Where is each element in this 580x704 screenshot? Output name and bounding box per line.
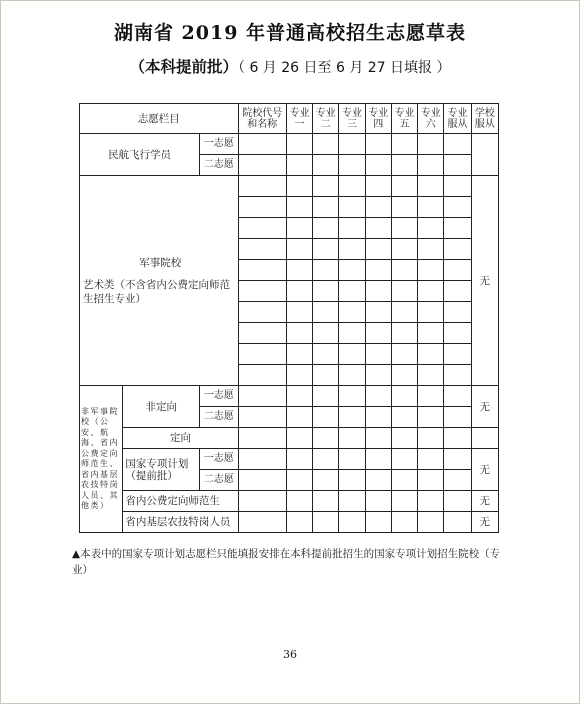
input-cell[interactable]: [365, 134, 391, 155]
subtitle-batch: （本科提前批）: [129, 57, 238, 76]
row-label-civil-aviation: 民航飞行学员: [80, 134, 200, 176]
input-cell[interactable]: [286, 491, 312, 512]
input-cell[interactable]: [418, 386, 444, 407]
input-cell[interactable]: [313, 281, 339, 302]
input-cell[interactable]: [313, 302, 339, 323]
input-cell[interactable]: [238, 491, 286, 512]
input-cell[interactable]: [444, 470, 471, 491]
input-cell[interactable]: [418, 176, 444, 197]
input-cell[interactable]: [391, 260, 417, 281]
input-cell[interactable]: [365, 218, 391, 239]
input-cell[interactable]: [339, 260, 365, 281]
choice-label: 二志愿: [200, 470, 238, 491]
input-cell[interactable]: [391, 428, 417, 449]
label-arts: 艺术类（不含省内公费定向师范生招生专业）: [83, 278, 230, 305]
row-label-military-arts: [80, 176, 239, 386]
input-cell[interactable]: [286, 197, 312, 218]
input-cell[interactable]: [391, 365, 417, 386]
input-cell[interactable]: [418, 239, 444, 260]
input-cell[interactable]: [418, 428, 444, 449]
input-cell[interactable]: [286, 449, 312, 470]
input-cell[interactable]: [444, 155, 471, 176]
input-cell[interactable]: [286, 302, 312, 323]
input-cell[interactable]: [391, 134, 417, 155]
input-cell[interactable]: [286, 218, 312, 239]
header-major-2: 专业二: [313, 104, 339, 134]
input-cell[interactable]: [339, 239, 365, 260]
header-code: 院校代号和名称: [238, 104, 286, 134]
table-row: [80, 386, 499, 407]
input-cell[interactable]: [471, 428, 498, 449]
input-cell[interactable]: [418, 302, 444, 323]
input-cell[interactable]: [313, 428, 339, 449]
header-section: 志愿栏目: [80, 104, 239, 134]
input-cell[interactable]: [313, 134, 339, 155]
input-cell[interactable]: [444, 239, 471, 260]
input-cell[interactable]: [391, 491, 417, 512]
input-cell[interactable]: [391, 281, 417, 302]
input-cell[interactable]: [444, 449, 471, 470]
row-label-national-plan: 国家专项计划（提前批）: [123, 449, 200, 491]
page-subtitle: [0, 55, 580, 77]
input-cell[interactable]: [365, 344, 391, 365]
page-title: 湖南省 2019 年普通高校招生志愿草表: [113, 22, 467, 44]
input-cell[interactable]: [391, 323, 417, 344]
input-cell[interactable]: [391, 407, 417, 428]
input-cell[interactable]: [339, 470, 365, 491]
row-label-agri-posts: 省内基层农技特岗人员: [123, 512, 238, 533]
label-military: 军事院校: [139, 256, 182, 269]
input-cell[interactable]: [339, 491, 365, 512]
input-cell[interactable]: [444, 365, 471, 386]
input-cell[interactable]: [339, 197, 365, 218]
input-cell[interactable]: [313, 218, 339, 239]
table-row: [80, 428, 499, 449]
header-row: [80, 104, 499, 134]
input-cell[interactable]: [365, 197, 391, 218]
input-cell[interactable]: [418, 260, 444, 281]
table-row: [80, 512, 499, 533]
input-cell[interactable]: [286, 470, 312, 491]
header-major-5: 专业五: [391, 104, 417, 134]
input-cell[interactable]: [339, 323, 365, 344]
input-cell[interactable]: [313, 407, 339, 428]
input-cell[interactable]: [286, 344, 312, 365]
input-cell[interactable]: [313, 323, 339, 344]
school-obey-none: 无: [471, 491, 498, 512]
input-cell[interactable]: [391, 470, 417, 491]
input-cell[interactable]: [286, 386, 312, 407]
input-cell[interactable]: [238, 281, 286, 302]
choice-label: 二志愿: [200, 407, 238, 428]
input-cell[interactable]: [313, 197, 339, 218]
table-row: [80, 449, 499, 470]
input-cell[interactable]: [238, 386, 286, 407]
input-cell[interactable]: [339, 302, 365, 323]
table-row: [80, 134, 499, 155]
input-cell[interactable]: [313, 512, 339, 533]
input-cell[interactable]: [339, 176, 365, 197]
header-school-obey: 学校服从: [471, 104, 498, 134]
input-cell[interactable]: [238, 407, 286, 428]
input-cell[interactable]: [238, 176, 286, 197]
input-cell[interactable]: [365, 239, 391, 260]
input-cell[interactable]: [365, 407, 391, 428]
input-cell[interactable]: [339, 365, 365, 386]
input-cell[interactable]: [339, 428, 365, 449]
input-cell[interactable]: [286, 281, 312, 302]
input-cell[interactable]: [391, 449, 417, 470]
row-label-non-military: 非军事院校（公安、航海、省内公费定向师范生、省内基层农技特岗人员、其他类）: [80, 386, 123, 533]
input-cell[interactable]: [444, 281, 471, 302]
choice-label: 一志愿: [200, 386, 238, 407]
input-cell[interactable]: [339, 344, 365, 365]
input-cell[interactable]: [313, 365, 339, 386]
input-cell[interactable]: [286, 323, 312, 344]
input-cell[interactable]: [286, 407, 312, 428]
input-cell[interactable]: [286, 260, 312, 281]
header-major-1: 专业一: [286, 104, 312, 134]
input-cell[interactable]: [418, 344, 444, 365]
input-cell[interactable]: [418, 134, 444, 155]
input-cell[interactable]: [238, 134, 286, 155]
input-cell[interactable]: [418, 470, 444, 491]
input-cell[interactable]: [313, 470, 339, 491]
application-form-table: [79, 103, 499, 533]
input-cell[interactable]: [286, 155, 312, 176]
input-cell[interactable]: [313, 491, 339, 512]
input-cell[interactable]: [391, 386, 417, 407]
input-cell[interactable]: [418, 197, 444, 218]
page-number: 36: [283, 648, 297, 661]
input-cell[interactable]: [444, 428, 471, 449]
input-cell[interactable]: [365, 155, 391, 176]
input-cell[interactable]: [339, 512, 365, 533]
input-cell[interactable]: [365, 260, 391, 281]
input-cell[interactable]: [391, 512, 417, 533]
input-cell[interactable]: [391, 302, 417, 323]
input-cell[interactable]: [339, 218, 365, 239]
input-cell[interactable]: [444, 134, 471, 155]
input-cell[interactable]: [365, 323, 391, 344]
input-cell[interactable]: [313, 449, 339, 470]
input-cell[interactable]: [391, 155, 417, 176]
input-cell[interactable]: [391, 344, 417, 365]
input-cell[interactable]: [339, 386, 365, 407]
input-cell[interactable]: [238, 302, 286, 323]
input-cell[interactable]: [238, 155, 286, 176]
input-cell[interactable]: [391, 197, 417, 218]
school-obey-none: 无: [471, 449, 498, 491]
input-cell[interactable]: [313, 155, 339, 176]
header-major-3: 专业三: [339, 104, 365, 134]
input-cell[interactable]: [418, 365, 444, 386]
input-cell[interactable]: [365, 512, 391, 533]
input-cell[interactable]: [238, 218, 286, 239]
row-label-directed: 定向: [123, 428, 238, 449]
school-obey-none: 无: [471, 176, 498, 386]
input-cell[interactable]: [238, 449, 286, 470]
input-cell[interactable]: [444, 386, 471, 407]
input-cell[interactable]: [418, 218, 444, 239]
input-cell[interactable]: [238, 197, 286, 218]
input-cell[interactable]: [238, 323, 286, 344]
input-cell[interactable]: [313, 344, 339, 365]
input-cell[interactable]: [339, 155, 365, 176]
row-label-public-teacher: 省内公费定向师范生: [123, 491, 238, 512]
subtitle-dates: （ 6 月 26 日至 6 月 27 日填报 ）: [238, 60, 451, 76]
row-label-non-directed: 非定向: [123, 386, 200, 428]
choice-label: 二志愿: [200, 155, 238, 176]
input-cell[interactable]: [339, 407, 365, 428]
input-cell[interactable]: [238, 239, 286, 260]
input-cell[interactable]: [444, 491, 471, 512]
choice-label: 一志愿: [200, 134, 238, 155]
input-cell[interactable]: [418, 323, 444, 344]
input-cell[interactable]: [286, 512, 312, 533]
input-cell[interactable]: [391, 239, 417, 260]
input-cell[interactable]: [444, 197, 471, 218]
input-cell[interactable]: [365, 176, 391, 197]
input-cell[interactable]: [365, 428, 391, 449]
input-cell[interactable]: [365, 302, 391, 323]
input-cell[interactable]: [365, 491, 391, 512]
input-cell[interactable]: [391, 176, 417, 197]
input-cell[interactable]: [339, 281, 365, 302]
input-cell[interactable]: [418, 491, 444, 512]
input-cell[interactable]: [444, 323, 471, 344]
input-cell[interactable]: [444, 344, 471, 365]
input-cell[interactable]: [418, 281, 444, 302]
input-cell[interactable]: [238, 344, 286, 365]
table-row: [80, 491, 499, 512]
input-cell[interactable]: [444, 512, 471, 533]
input-cell[interactable]: [365, 470, 391, 491]
input-cell[interactable]: [391, 218, 417, 239]
input-cell[interactable]: [365, 386, 391, 407]
input-cell[interactable]: [286, 239, 312, 260]
input-cell[interactable]: [444, 302, 471, 323]
input-cell[interactable]: [418, 512, 444, 533]
input-cell[interactable]: [313, 386, 339, 407]
choice-label: 一志愿: [200, 449, 238, 470]
school-obey-none: 无: [471, 512, 498, 533]
input-cell[interactable]: [286, 176, 312, 197]
input-cell[interactable]: [286, 134, 312, 155]
input-cell[interactable]: [238, 470, 286, 491]
input-cell[interactable]: [418, 155, 444, 176]
header-major-4: 专业四: [365, 104, 391, 134]
input-cell[interactable]: [238, 365, 286, 386]
input-cell[interactable]: [238, 260, 286, 281]
input-cell[interactable]: [444, 176, 471, 197]
input-cell[interactable]: [365, 281, 391, 302]
input-cell[interactable]: [365, 449, 391, 470]
input-cell[interactable]: [444, 407, 471, 428]
input-cell[interactable]: [365, 365, 391, 386]
input-cell[interactable]: [238, 512, 286, 533]
input-cell[interactable]: [444, 260, 471, 281]
input-cell[interactable]: [286, 428, 312, 449]
input-cell[interactable]: [418, 449, 444, 470]
footnote: ▲本表中的国家专项计划志愿栏只能填报安排在本科提前批招生的国家专项计划招生院校（专业）: [72, 548, 501, 576]
input-cell[interactable]: [313, 239, 339, 260]
table-row: [80, 176, 499, 197]
input-cell[interactable]: [444, 218, 471, 239]
input-cell[interactable]: [471, 134, 498, 176]
input-cell[interactable]: [286, 365, 312, 386]
input-cell[interactable]: [313, 176, 339, 197]
input-cell[interactable]: [339, 134, 365, 155]
input-cell[interactable]: [418, 407, 444, 428]
header-major-6: 专业六: [418, 104, 444, 134]
input-cell[interactable]: [339, 449, 365, 470]
header-major-obey: 专业服从: [444, 104, 471, 134]
school-obey-none: 无: [471, 386, 498, 428]
input-cell[interactable]: [238, 428, 286, 449]
input-cell[interactable]: [313, 260, 339, 281]
